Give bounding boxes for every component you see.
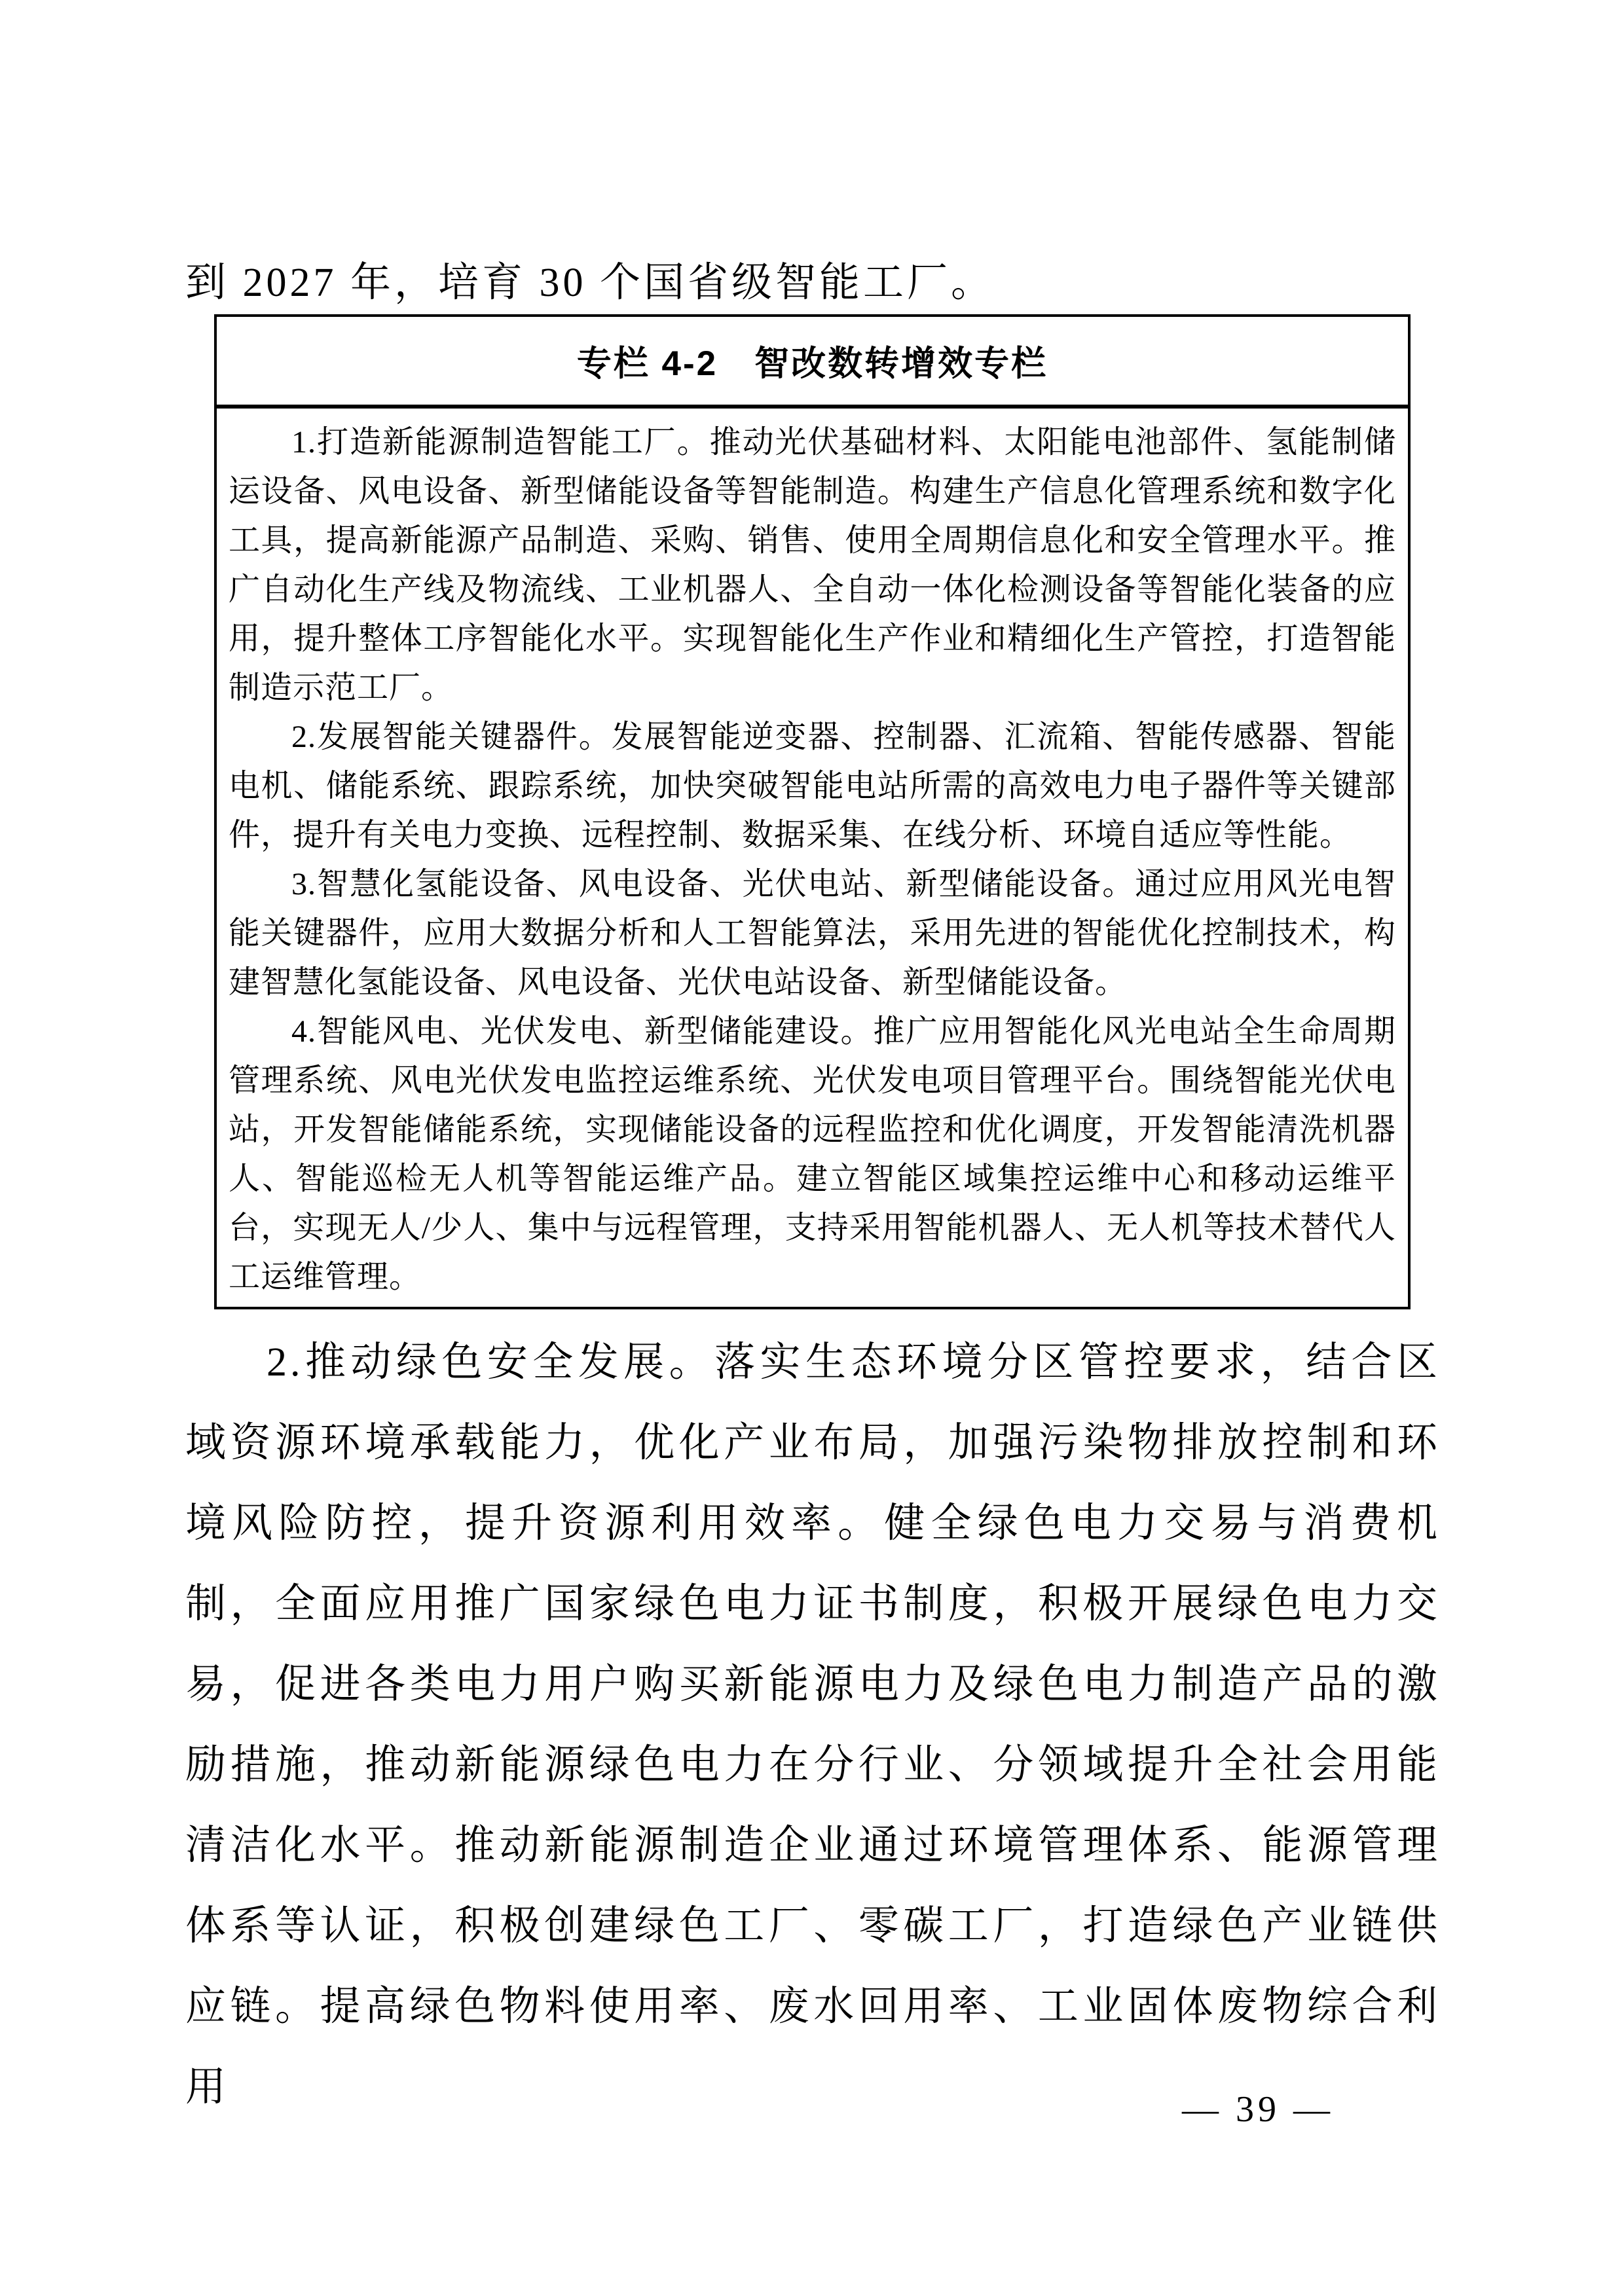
box-paragraph-2: 2.发展智能关键器件。发展智能逆变器、控制器、汇流箱、智能传感器、智能电机、储能系统、跟踪系统，加快突破智能电站所需的高效电力电子器件等关键部件，提升有关电力变换、远程控制、数据采集、在线分析、环境自适应等性能。: [229, 720, 1396, 852]
page-number: — 39 —: [1182, 2089, 1334, 2130]
body-paragraph: 2.推动绿色安全发展。落实生态环境分区管控要求，结合区域资源环境承载能力，优化产业布局，加强污染物排放控制和环境风险防控，提升资源利用效率。健全绿色电力交易与消费机制，全面应用推广国家绿色电力证书制度，积极开展绿色电力交易，促进各类电力用户购买新能源电力及绿色电力制造产品的激励措施，推动新能源绿色电力在分行业、分领域提升全社会用能清洁化水平。推动新能源制造企业通过环境管理体系、能源管理体系等认证，积极创建绿色工厂、零碳工厂，打造绿色产业链供应链。提高绿色物料使用率、废水回用率、工业固体废物综合利用: [185, 1340, 1441, 2109]
column-box-body: [217, 409, 1408, 1305]
intro-paragraph: 到 2027 年，培育 30 个国省级智能工厂。: [185, 261, 995, 305]
special-column-box: [214, 314, 1411, 1309]
column-box-title-row: [217, 317, 1408, 409]
column-box-title: 专栏 4-2 智改数转增效专栏: [576, 344, 1048, 383]
box-paragraph-3: 3.智慧化氢能设备、风电设备、光伏电站、新型储能设备。通过应用风光电智能关键器件，应用大数据分析和人工智能算法，采用先进的智能优化控制技术，构建智慧化氢能设备、风电设备、光伏电站设备、新型储能设备。: [229, 867, 1396, 1000]
box-paragraph-4: 4.智能风电、光伏发电、新型储能建设。推广应用智能化风光电站全生命周期管理系统、风电光伏发电监控运维系统、光伏发电项目管理平台。围绕智能光伏电站，开发智能储能系统，实现储能设备的远程监控和优化调度，开发智能清洗机器人、智能巡检无人机等智能运维产品。建立智能区域集控运维中心和移动运维平台，实现无人/少人、集中与远程管理，支持采用智能机器人、无人机等技术替代人工运维管理。: [229, 1014, 1396, 1294]
box-paragraph-1: 1.打造新能源制造智能工厂。推动光伏基础材料、太阳能电池部件、氢能制储运设备、风电设备、新型储能设备等智能制造。构建生产信息化管理系统和数字化工具，提高新能源产品制造、采购、销售、使用全周期信息化和安全管理水平。推广自动化生产线及物流线、工业机器人、全自动一体化检测设备等智能化装备的应用，提升整体工序智能化水平。实现智能化生产作业和精细化生产管控，打造智能制造示范工厂。: [229, 425, 1396, 705]
